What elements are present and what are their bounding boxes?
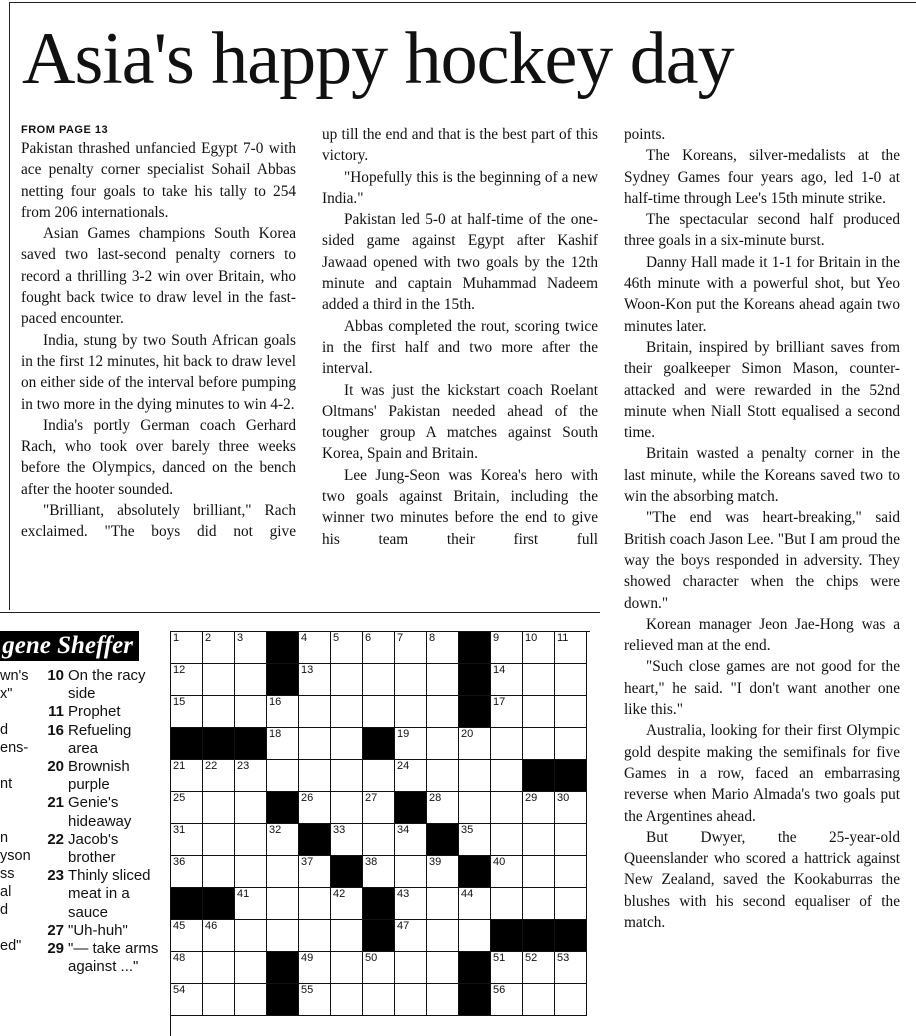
- grid-cell[interactable]: [555, 632, 587, 664]
- grid-cell[interactable]: [363, 984, 395, 1016]
- clue-fragment: [0, 793, 32, 811]
- grid-cell[interactable]: [363, 760, 395, 792]
- grid-cell[interactable]: [555, 664, 587, 696]
- paragraph: Britain wasted a penalty corner in the last minute, while the Koreans saved two to win the absorbing match.: [624, 445, 900, 506]
- grid-cell[interactable]: [427, 984, 459, 1016]
- article-column-3: [624, 124, 900, 933]
- clue-number: 20: [47, 758, 64, 776]
- grid-cell[interactable]: [299, 888, 331, 920]
- clue-fragment: al: [0, 884, 12, 900]
- grid-cell-number: 24: [397, 760, 410, 772]
- grid-cell-number: 25: [173, 792, 186, 804]
- grid-cell-number: 11: [557, 632, 569, 644]
- grid-cell-number: 41: [237, 888, 250, 900]
- grid-cell[interactable]: [203, 920, 235, 952]
- kicker: FROM PAGE 13: [21, 124, 109, 136]
- grid-cell[interactable]: [523, 696, 555, 728]
- grid-cell-number: 50: [365, 952, 378, 964]
- grid-cell-number: 38: [365, 856, 378, 868]
- grid-cell-black: [267, 632, 299, 664]
- grid-cell-number: 48: [173, 952, 186, 964]
- grid-cell[interactable]: [427, 760, 459, 792]
- clue-text: Jacob's brother: [68, 830, 119, 867]
- clue-fragment: ed": [0, 938, 22, 954]
- clue-fragment: [0, 955, 32, 973]
- grid-cell[interactable]: [555, 824, 587, 856]
- grid-cell-number: 53: [557, 952, 570, 964]
- grid-cell-black: [459, 984, 491, 1016]
- paragraph: It was just the kickstart coach Roelant Oltmans' Pakistan needed ahead of the tougher group A matches against South Korea, Spain and Britain.: [322, 381, 598, 463]
- paragraph: "Brilliant, absolutely brilliant," Rach exclaimed. "The boys did not give: [21, 502, 296, 541]
- grid-cell[interactable]: [235, 856, 267, 888]
- grid-cell[interactable]: [203, 632, 235, 664]
- grid-cell-black: [459, 696, 491, 728]
- grid-cell[interactable]: [427, 792, 459, 824]
- grid-cell[interactable]: [555, 856, 587, 888]
- grid-cell[interactable]: [203, 856, 235, 888]
- crossword-clue: [38, 794, 164, 830]
- grid-cell-number: 44: [461, 888, 474, 900]
- grid-cell[interactable]: [235, 952, 267, 984]
- grid-cell[interactable]: [427, 856, 459, 888]
- clue-text: "— take arms against ...": [68, 940, 159, 976]
- grid-cell[interactable]: [491, 760, 523, 792]
- clue-fragment: ens-: [0, 740, 29, 756]
- clue-fragment: [0, 973, 32, 991]
- grid-cell[interactable]: [331, 696, 363, 728]
- grid-cell-number: 29: [525, 792, 538, 804]
- grid-cell[interactable]: [203, 952, 235, 984]
- grid-cell-number: 32: [269, 824, 282, 836]
- grid-cell-number: 31: [173, 824, 186, 836]
- grid-cell[interactable]: [299, 696, 331, 728]
- grid-cell[interactable]: [363, 664, 395, 696]
- clue-number: 16: [47, 721, 64, 739]
- grid-cell[interactable]: [491, 696, 523, 728]
- grid-cell[interactable]: [363, 792, 395, 824]
- grid-cell[interactable]: [331, 952, 363, 984]
- grid-cell-number: 13: [301, 664, 314, 676]
- section-divider: [0, 612, 600, 613]
- grid-cell-number: 36: [173, 856, 186, 868]
- grid-cell[interactable]: [395, 664, 427, 696]
- grid-cell[interactable]: [523, 824, 555, 856]
- clue-fragment: d: [0, 902, 9, 918]
- grid-cell-number: 34: [397, 824, 410, 836]
- grid-cell[interactable]: [171, 984, 203, 1016]
- grid-cell[interactable]: [555, 696, 587, 728]
- paragraph: Danny Hall made it 1-1 for Britain in the 46th minute with a powerful shot, but Yeo Woon-Kon put the Koreans ahead again two minutes later.: [624, 253, 900, 335]
- grid-cell[interactable]: [363, 856, 395, 888]
- grid-cell[interactable]: [395, 856, 427, 888]
- grid-cell[interactable]: [331, 728, 363, 760]
- grid-cell[interactable]: [299, 760, 331, 792]
- grid-cell[interactable]: [171, 664, 203, 696]
- grid-cell[interactable]: [555, 952, 587, 984]
- grid-cell[interactable]: [203, 984, 235, 1016]
- grid-cell[interactable]: [555, 888, 587, 920]
- paragraph: "The end was heart-breaking," said British coach Jason Lee. "But I am proud the way the boys responded in adversity. They showed character when the chips were down.": [624, 509, 900, 612]
- grid-cell[interactable]: [267, 824, 299, 856]
- grid-cell[interactable]: [267, 728, 299, 760]
- grid-cell-black: [331, 856, 363, 888]
- crossword-clue: [38, 867, 164, 922]
- grid-cell[interactable]: [491, 888, 523, 920]
- grid-cell[interactable]: [235, 792, 267, 824]
- grid-cell-black: [203, 728, 235, 760]
- grid-cell[interactable]: [299, 792, 331, 824]
- clue-number: 27: [47, 921, 64, 939]
- grid-cell[interactable]: [331, 920, 363, 952]
- grid-cell[interactable]: [331, 888, 363, 920]
- grid-cell-number: 46: [205, 920, 218, 932]
- grid-cell-black: [459, 632, 491, 664]
- grid-cell-number: 22: [205, 760, 218, 772]
- grid-cell[interactable]: [491, 792, 523, 824]
- grid-cell-black: [171, 728, 203, 760]
- grid-cell-number: 1: [173, 632, 180, 644]
- grid-cell[interactable]: [523, 984, 555, 1016]
- clue-fragment: wn's: [0, 668, 29, 684]
- grid-cell[interactable]: [395, 984, 427, 1016]
- grid-cell-number: 14: [493, 664, 506, 676]
- grid-cell[interactable]: [427, 888, 459, 920]
- grid-cell[interactable]: [235, 696, 267, 728]
- grid-cell-number: 10: [525, 632, 538, 644]
- grid-cell[interactable]: [427, 952, 459, 984]
- grid-cell[interactable]: [395, 696, 427, 728]
- grid-cell-number: 27: [365, 792, 378, 804]
- grid-cell[interactable]: [267, 696, 299, 728]
- grid-cell-black: [395, 792, 427, 824]
- paragraph: Korean manager Jeon Jae-Hong was a relieved man at the end.: [624, 615, 900, 655]
- grid-cell[interactable]: [523, 792, 555, 824]
- clue-fragment: n: [0, 830, 9, 846]
- grid-cell[interactable]: [459, 824, 491, 856]
- grid-cell-number: 33: [333, 824, 346, 836]
- grid-cell[interactable]: [427, 664, 459, 696]
- paragraph: Asian Games champions South Korea saved two last-second penalty corners to record a thrilling 3-2 win over Britain, who fought back twice to draw level in the fast-paced encounter.: [21, 225, 296, 328]
- grid-cell-black: [459, 664, 491, 696]
- crossword-clue: [38, 922, 164, 940]
- grid-cell[interactable]: [299, 664, 331, 696]
- clue-fragment: [0, 919, 32, 937]
- grid-cell-number: 20: [461, 728, 474, 740]
- page-top-rule: [9, 2, 916, 3]
- grid-cell-number: 23: [237, 760, 250, 772]
- clue-fragments: [0, 667, 32, 1009]
- grid-cell[interactable]: [267, 856, 299, 888]
- grid-cell-black: [235, 728, 267, 760]
- crossword-clue: [38, 722, 164, 758]
- grid-cell-number: 40: [493, 856, 506, 868]
- grid-cell[interactable]: [459, 920, 491, 952]
- grid-cell[interactable]: [395, 760, 427, 792]
- crossword-clue: [38, 758, 164, 794]
- grid-cell[interactable]: [523, 888, 555, 920]
- clue-number: 29: [47, 940, 64, 958]
- grid-cell-black: [459, 952, 491, 984]
- grid-cell-black: [363, 888, 395, 920]
- grid-cell[interactable]: [171, 760, 203, 792]
- grid-cell[interactable]: [299, 920, 331, 952]
- grid-cell[interactable]: [491, 952, 523, 984]
- clue-fragment: [0, 757, 32, 775]
- grid-cell[interactable]: [555, 728, 587, 760]
- grid-cell[interactable]: [331, 632, 363, 664]
- page-left-rule: [9, 2, 10, 610]
- grid-cell[interactable]: [523, 632, 555, 664]
- grid-cell[interactable]: [491, 664, 523, 696]
- grid-cell[interactable]: [331, 664, 363, 696]
- grid-cell[interactable]: [171, 952, 203, 984]
- grid-cell[interactable]: [427, 696, 459, 728]
- crossword-clues: [38, 667, 164, 976]
- grid-cell-black: [203, 888, 235, 920]
- grid-cell-number: 8: [429, 632, 436, 644]
- grid-cell-number: 56: [493, 984, 506, 996]
- grid-cell-black: [427, 824, 459, 856]
- clue-fragment: [0, 703, 32, 721]
- paragraph: "Such close games are not good for the heart," he said. "I don't want another one like this.": [624, 658, 900, 719]
- paragraph: The spectacular second half produced three goals in a six-minute burst.: [624, 211, 900, 250]
- grid-cell-black: [299, 824, 331, 856]
- grid-cell-number: 39: [429, 856, 442, 868]
- grid-cell-number: 47: [397, 920, 410, 932]
- grid-cell-number: 43: [397, 888, 410, 900]
- grid-cell[interactable]: [331, 984, 363, 1016]
- clue-number: 21: [47, 794, 64, 812]
- grid-cell[interactable]: [395, 632, 427, 664]
- grid-cell-number: 12: [173, 664, 186, 676]
- grid-cell-black: [267, 792, 299, 824]
- grid-cell-number: 45: [173, 920, 186, 932]
- grid-cell[interactable]: [235, 984, 267, 1016]
- paragraph: But Dwyer, the 25-year-old Queenslander who scored a hattrick against New Zealand, saved the Kookaburras the blushes with his second equaliser of the match.: [624, 828, 900, 931]
- grid-cell-number: 2: [205, 632, 212, 644]
- grid-cell[interactable]: [427, 920, 459, 952]
- clue-text: "Uh-huh": [68, 921, 128, 939]
- paragraph: Pakistan led 5-0 at half-time of the one-sided game against Egypt after Kashif Jawaad opened with two goals by the 12th minute and captain Muhammad Nadeem added a third in the 15th.: [322, 211, 598, 314]
- grid-cell[interactable]: [235, 920, 267, 952]
- crossword-byline: gene Sheffer: [0, 631, 139, 661]
- grid-cell[interactable]: [235, 664, 267, 696]
- grid-cell-number: 52: [525, 952, 538, 964]
- grid-cell[interactable]: [523, 664, 555, 696]
- grid-cell-number: 7: [397, 632, 404, 644]
- grid-cell[interactable]: [491, 728, 523, 760]
- grid-cell[interactable]: [203, 824, 235, 856]
- grid-cell[interactable]: [299, 856, 331, 888]
- crossword-clue: [38, 667, 164, 703]
- grid-cell-black: [491, 920, 523, 952]
- grid-cell-black: [363, 728, 395, 760]
- grid-cell-number: 51: [493, 952, 506, 964]
- grid-cell[interactable]: [171, 696, 203, 728]
- grid-cell-number: 3: [237, 632, 244, 644]
- grid-cell-black: [523, 920, 555, 952]
- grid-cell-number: 26: [301, 792, 314, 804]
- grid-cell[interactable]: [235, 888, 267, 920]
- grid-cell[interactable]: [171, 792, 203, 824]
- grid-cell[interactable]: [171, 856, 203, 888]
- grid-cell-black: [171, 888, 203, 920]
- grid-cell-number: 15: [173, 696, 186, 708]
- crossword-grid: [170, 631, 590, 1036]
- article-column-1: [21, 120, 296, 543]
- grid-cell[interactable]: [491, 984, 523, 1016]
- grid-cell[interactable]: [331, 792, 363, 824]
- grid-cell-number: 49: [301, 952, 314, 964]
- grid-cell-number: 17: [493, 696, 506, 708]
- grid-cell[interactable]: [203, 664, 235, 696]
- grid-cell[interactable]: [203, 760, 235, 792]
- paragraph: Pakistan thrashed unfancied Egypt 7-0 with ace penalty corner specialist Sohail Abbas netting four goals to take his tally to 254 from 206 internationals.: [21, 140, 296, 221]
- grid-cell[interactable]: [267, 760, 299, 792]
- grid-cell-number: 5: [333, 632, 340, 644]
- grid-cell[interactable]: [299, 952, 331, 984]
- grid-cell-number: 35: [461, 824, 474, 836]
- grid-cell[interactable]: [395, 728, 427, 760]
- grid-cell-black: [267, 952, 299, 984]
- grid-cell[interactable]: [427, 632, 459, 664]
- paragraph: India, stung by two South African goals in the first 12 minutes, hit back to draw level on either side of the interval before pumping in two more in the dying minutes to win 4-2.: [21, 331, 296, 413]
- grid-cell[interactable]: [299, 984, 331, 1016]
- clue-text: Refueling area: [68, 721, 132, 757]
- grid-cell-black: [267, 984, 299, 1016]
- grid-cell-number: 16: [269, 696, 282, 708]
- clue-text: Brownish purple: [68, 758, 130, 794]
- paragraph: Australia, looking for their first Olympic gold despite making the semifinals for five Games in a row, faced an embarrasing reverse when Mario Almada's two goals put the Argentines ahead.: [624, 722, 900, 825]
- grid-cell[interactable]: [171, 632, 203, 664]
- grid-cell[interactable]: [363, 696, 395, 728]
- clue-number: 22: [47, 830, 64, 848]
- clue-fragment: ss: [0, 866, 15, 882]
- grid-cell[interactable]: [363, 952, 395, 984]
- grid-cell[interactable]: [491, 856, 523, 888]
- grid-cell[interactable]: [235, 824, 267, 856]
- clue-text: On the racy side: [68, 667, 146, 703]
- grid-cell[interactable]: [363, 824, 395, 856]
- grid-cell[interactable]: [331, 760, 363, 792]
- grid-cell-number: 9: [493, 632, 500, 644]
- clue-fragment: d: [0, 722, 9, 738]
- paragraph: The Koreans, silver-medalists at the Sydney Games four years ago, led 1-0 at half-time through Lee's 15th minute strike.: [624, 147, 900, 207]
- grid-left-border: [170, 631, 171, 1036]
- grid-cell[interactable]: [555, 984, 587, 1016]
- grid-cell[interactable]: [331, 824, 363, 856]
- grid-cell-number: 42: [333, 888, 346, 900]
- grid-cell[interactable]: [491, 632, 523, 664]
- clue-fragment: [0, 991, 32, 1009]
- grid-cell[interactable]: [523, 952, 555, 984]
- grid-cell-number: 54: [173, 984, 186, 996]
- grid-cell[interactable]: [395, 888, 427, 920]
- grid-cell[interactable]: [203, 696, 235, 728]
- grid-cell-number: 21: [173, 760, 186, 772]
- clue-text: Prophet: [68, 703, 121, 721]
- grid-cell[interactable]: [171, 920, 203, 952]
- grid-cell-number: 6: [365, 632, 372, 644]
- paragraph: "Hopefully this is the beginning of a new India.": [322, 168, 598, 207]
- clue-number: 11: [48, 703, 64, 721]
- grid-cell[interactable]: [523, 856, 555, 888]
- grid-cell[interactable]: [555, 792, 587, 824]
- article-column-2: [322, 124, 598, 550]
- grid-cell-black: [523, 760, 555, 792]
- grid-cell-black: [267, 664, 299, 696]
- crossword-clue: [38, 831, 164, 867]
- clue-fragment: yson: [0, 848, 31, 864]
- grid-cell[interactable]: [459, 728, 491, 760]
- grid-top-border: [170, 631, 590, 632]
- clue-fragment: x": [0, 686, 13, 702]
- paragraph: India's portly German coach Gerhard Rach, who took over barely three weeks before the Olympics, danced on the bench after the hooter sounded.: [21, 416, 296, 498]
- grid-cell[interactable]: [299, 632, 331, 664]
- grid-cell[interactable]: [395, 920, 427, 952]
- grid-cell[interactable]: [459, 760, 491, 792]
- grid-cell-number: 37: [301, 856, 314, 868]
- clue-fragment: [0, 811, 32, 829]
- grid-cell[interactable]: [171, 824, 203, 856]
- paragraph: points.: [624, 126, 666, 143]
- grid-cell[interactable]: [427, 728, 459, 760]
- grid-cell-black: [459, 856, 491, 888]
- grid-cell[interactable]: [267, 888, 299, 920]
- grid-cell-black: [555, 920, 587, 952]
- grid-cell-number: 4: [301, 632, 308, 644]
- grid-cell[interactable]: [267, 920, 299, 952]
- grid-cell[interactable]: [491, 824, 523, 856]
- grid-cell[interactable]: [235, 632, 267, 664]
- clue-text: Genie's hideaway: [68, 794, 132, 830]
- grid-cell-number: 19: [397, 728, 410, 740]
- grid-cell-number: 28: [429, 792, 442, 804]
- grid-cell[interactable]: [299, 728, 331, 760]
- crossword-clue: [38, 940, 164, 976]
- crossword-clue: [38, 703, 164, 721]
- grid-cell[interactable]: [235, 760, 267, 792]
- grid-cell[interactable]: [395, 952, 427, 984]
- clue-number: 10: [47, 667, 64, 684]
- clue-text: Thinly sliced meat in a sauce: [68, 867, 151, 921]
- grid-cell[interactable]: [363, 632, 395, 664]
- grid-cell-number: 55: [301, 984, 314, 996]
- paragraph: Britain, inspired by brilliant saves from their goalkeeper Simon Mason, counter-attacked and were rewarded in the 52nd minute when Niall Stott equalised a second time.: [624, 338, 900, 442]
- grid-cell[interactable]: [459, 888, 491, 920]
- paragraph: Lee Jung-Seon was Korea's hero with two goals against Britain, including the winner two minutes before the end to give his team their first full: [322, 466, 598, 548]
- grid-cell[interactable]: [203, 792, 235, 824]
- paragraph: up till the end and that is the best part of this victory.: [322, 126, 598, 165]
- clue-fragment: nt: [0, 776, 13, 792]
- headline: Asia's happy hockey day: [22, 18, 734, 100]
- paragraph: Abbas completed the rout, scoring twice in the first half and two more after the interval.: [322, 317, 598, 378]
- grid-cell-black: [363, 920, 395, 952]
- clue-number: 23: [47, 867, 64, 885]
- grid-cell[interactable]: [523, 728, 555, 760]
- grid-cell[interactable]: [459, 792, 491, 824]
- grid-cell-number: 30: [557, 792, 570, 804]
- grid-cell-number: 18: [269, 728, 282, 740]
- grid-cell[interactable]: [395, 824, 427, 856]
- grid-cell-black: [555, 760, 587, 792]
